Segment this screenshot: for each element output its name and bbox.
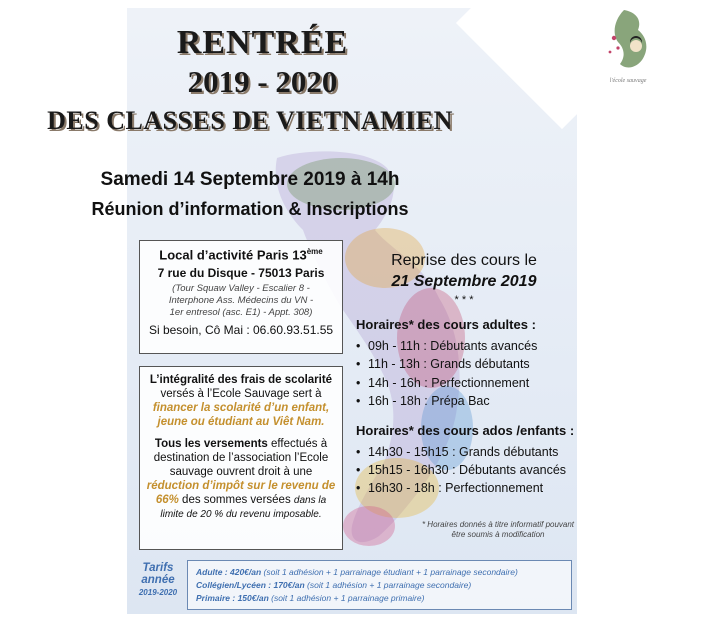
adult-schedule-item: • 16h - 18h : Prépa Bac — [356, 394, 490, 408]
location-box — [139, 240, 343, 354]
meeting-subtitle: Réunion d’information & Inscriptions — [91, 199, 409, 219]
contact-phone: Si besoin, Cô Mai : 06.60.93.51.55 — [148, 323, 334, 338]
kids-schedule-item: • 14h30 - 15h15 : Grands débutants — [356, 445, 559, 459]
kids-schedule-item: • 15h15 - 16h30 : Débutants avancés — [356, 463, 567, 477]
separator-stars: * * * — [454, 294, 474, 306]
logo-icon — [596, 8, 660, 74]
tarifs-label: Tarifs année 2019-2020 — [138, 562, 178, 597]
fees-paragraph-1: L’intégralité des frais de scolarité versés à l’Ecole Sauvage sert à financer la scolarité d’un enfant, jeune ou étudiant au Viêt Nam. — [149, 374, 333, 428]
fees-paragraph-2: Tous les versements effectués à destination de l’association l’Ecole sauvage ouvrent droit à une réduction d’impôt sur le revenu de 66% des sommes versées dans la limite de 20 % du revenu imposable. — [146, 438, 336, 520]
school-logo — [596, 8, 660, 84]
tarif-row: Adulte : 420€/an (soit 1 adhésion + 1 parrainage étudiant + 1 parrainage secondaire) — [196, 567, 518, 577]
reprise-label: Reprise des cours le — [391, 252, 537, 269]
adult-schedule-header: Horaires* des cours adultes : — [356, 317, 536, 332]
kids-schedule-header: Horaires* des cours ados /enfants : — [356, 423, 575, 438]
adult-schedule-item: • 11h - 13h : Grands débutants — [356, 357, 530, 371]
location-detail: (Tour Squaw Valley - Escalier 8 - Interphone Ass. Médecins du VN - 1er entresol (asc. E1) - Appt. 308) — [168, 283, 314, 319]
tarif-row: Primaire : 150€/an (soit 1 adhésion + 1 parrainage primaire) — [196, 593, 425, 603]
schedule-footnote: * Horaires donnés à titre informatif pouvant être soumis à modification — [421, 520, 575, 539]
reprise-date: 21 Septembre 2019 — [391, 273, 537, 290]
title-rentree: RENTRÉE — [176, 24, 349, 61]
kids-schedule-item: • 16h30 - 18h : Perfectionnement — [356, 481, 544, 495]
adult-schedule-item: • 09h - 11h : Débutants avancés — [356, 339, 538, 353]
location-address: 7 rue du Disque - 75013 Paris — [157, 266, 325, 281]
meeting-date: Samedi 14 Septembre 2019 à 14h — [100, 169, 400, 190]
tarifs-box — [187, 560, 572, 610]
tarif-row: Collégien/Lycéen : 170€/an (soit 1 adhésion + 1 parrainage secondaire) — [196, 580, 472, 590]
adult-schedule-item: • 14h - 16h : Perfectionnement — [356, 376, 530, 390]
location-title: Local d’activité Paris 13ème — [159, 247, 323, 263]
title-classes: DES CLASSES DE VIETNAMIEN — [47, 106, 453, 135]
title-year: 2019 - 2020 — [187, 64, 338, 99]
logo-caption: l'école sauvage — [609, 78, 647, 84]
fees-info-box — [139, 366, 343, 550]
